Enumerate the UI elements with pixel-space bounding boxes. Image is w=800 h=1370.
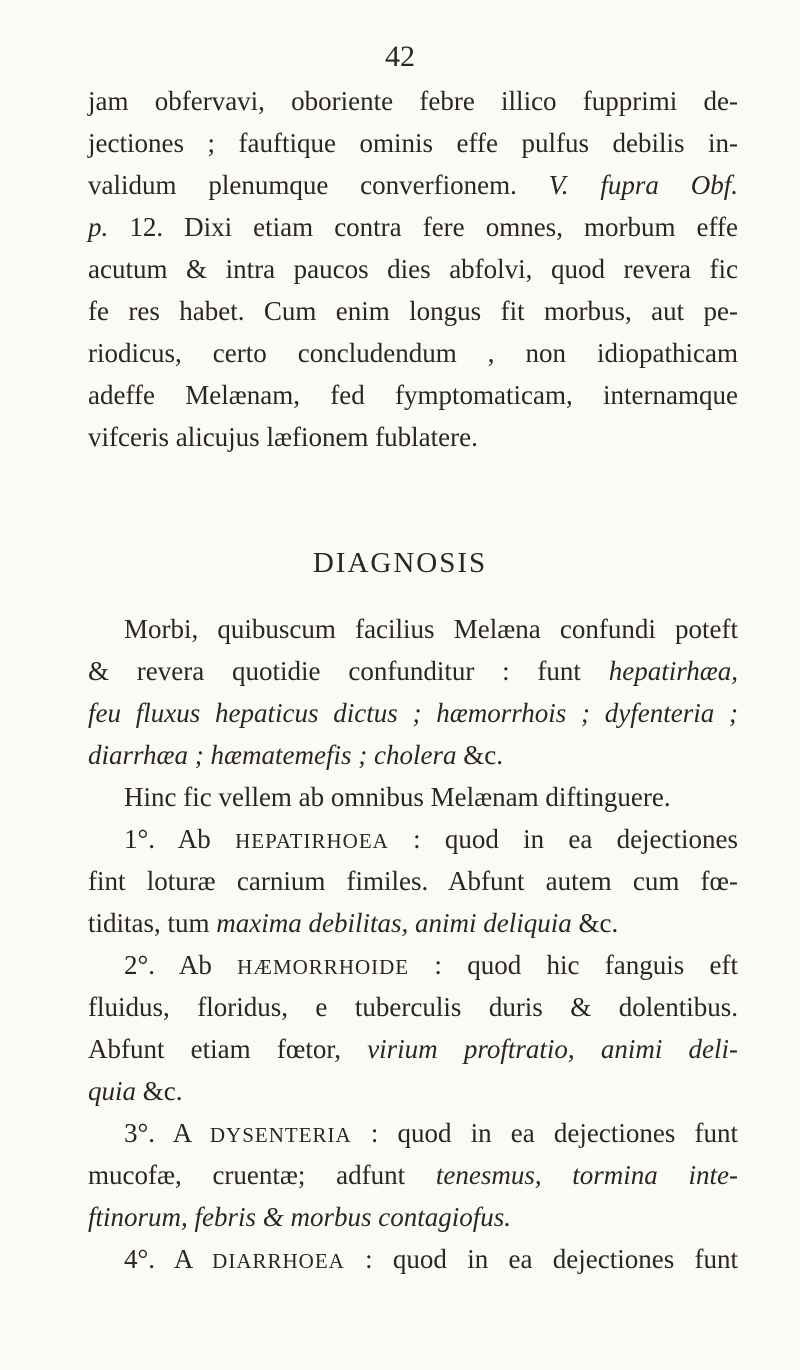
text-line: acutum & intra paucos dies abfolvi, quod revera fic — [88, 254, 738, 284]
text-line: fe res habet. Cum enim longus fit morbus, aut pe- — [88, 296, 738, 326]
text-line: fint loturæ carnium fimiles. Abfunt autem cum fœ- — [88, 866, 738, 896]
text-line: jectiones ; fauftique ominis effe pulfus debilis in- — [88, 128, 738, 158]
text-line: Hinc fic vellem ab omnibus Melænam diftinguere. — [124, 782, 671, 812]
text-line: Abfunt etiam fœtor, virium proftratio, animi deli- — [88, 1034, 738, 1064]
text-line: mucofæ, cruentæ; adfunt tenesmus, tormina inte- — [88, 1160, 738, 1190]
text-line: vifceris alicujus læfionem fublatere. — [88, 422, 478, 452]
list-item-haemorrhoide: 2°. Ab HÆMORRHOIDE : quod hic fanguis eft — [124, 950, 738, 980]
text-line: Morbi, quibuscum facilius Melæna confundi poteft — [124, 614, 738, 644]
text-line: fluidus, floridus, e tuberculis duris & dolentibus. — [88, 992, 738, 1022]
list-item-dysenteria: 3°. A DYSENTERIA : quod in ea dejectiones funt — [124, 1118, 739, 1148]
text-line: diarrhæa ; hæmatemefis ; cholera &c. — [88, 740, 503, 770]
paragraph-continued — [88, 80, 738, 458]
text-line: adeffe Melænam, fed fymptomaticam, internamque — [88, 380, 738, 410]
paragraph-diagnosis — [88, 608, 738, 1280]
text-line: quia &c. — [88, 1076, 183, 1106]
text-line: validum plenumque converfionem. V. fupra Obf. — [88, 170, 738, 200]
list-item-diarrhoea: 4°. A DIARRHOEA : quod in ea dejectiones funt — [124, 1244, 738, 1274]
text-line: p. 12. Dixi etiam contra fere omnes, morbum effe — [88, 212, 739, 242]
list-item-hepatirhoea: 1°. Ab HEPATIRHOEA : quod in ea dejectiones — [124, 824, 739, 854]
section-heading: DIAGNOSIS — [312, 547, 488, 579]
page-number: 42 — [385, 40, 415, 73]
text-line: feu fluxus hepaticus dictus ; hæmorrhois ; dyfenteria ; — [88, 698, 738, 728]
text-line: riodicus, certo concludendum , non idiopathicam — [88, 338, 738, 368]
text-line: ftinorum, febris & morbus contagiofus. — [88, 1202, 512, 1232]
text-line: tiditas, tum maxima debilitas, animi deliquia &c. — [88, 908, 619, 938]
text-line: & revera quotidie confunditur : funt hepatirhæa, — [88, 656, 739, 686]
text-line: jam obfervavi, oboriente febre illico fupprimi de- — [88, 86, 738, 116]
